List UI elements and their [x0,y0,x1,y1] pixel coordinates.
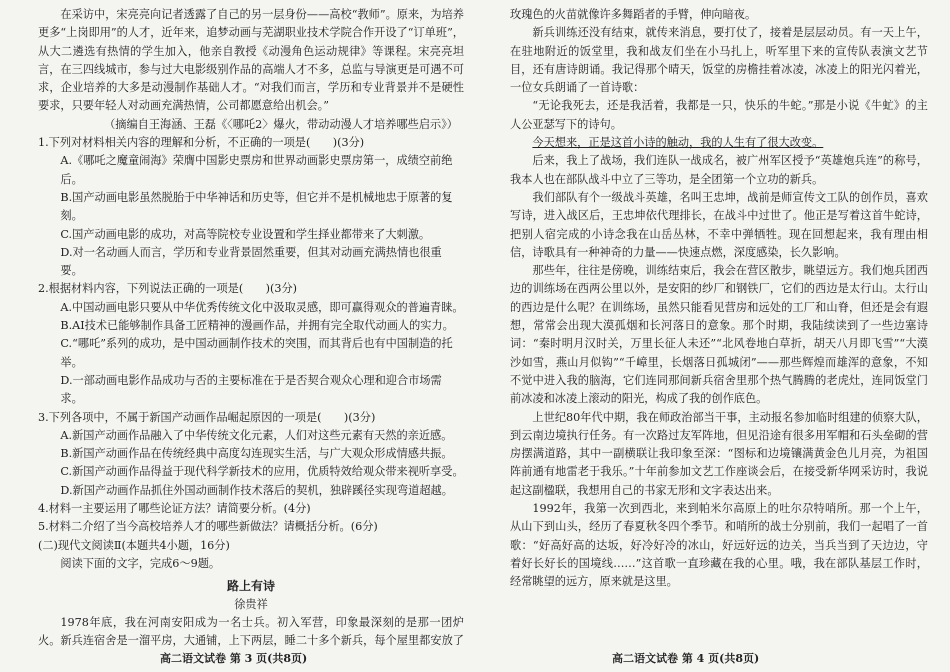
question-3-option-b: B.新国产动画作品在传统经典中高度勾连现实生活，与广大观众形成情感共振。 [60,447,453,461]
question-1-option-a: A.《哪吒之魔童闹海》荣膺中国影史票房和世界动画影史票房第一，成绩空前绝后。 [60,154,453,186]
article-title: 路上有诗 [226,579,275,594]
reading-material-paragraph: 在采访中，宋亮亮向记者透露了自己的另一层身份——高校“教师”。原来，为培养更多“上岗即用”的人才，近年来，追梦动画与芜湖职业技术学院合作开设了“订单班”，从大二遴选有热情的学生加入，他亲自教授《动漫角色运动规律》等课程。宋亮亮坦言，在三四线城市，参与过大电影级别作品的高端人才不多，总监与导演更是可遇不可求，企业培养的大多是动漫制作基础人才。“对我们而言，学历和专业背景并不是硬性要求，只要年轻人对动画充满热情，公司都愿意给出机会。” [38,8,464,113]
question-3-stem: 3.下列各项中，不属于新国产动画作品崛起原因的一项是( )(3分) [38,410,376,424]
story-paragraph: 我们部队有个一级战斗英雄，名叫王忠坤，战前是师宣传文工队的创作员，喜欢写诗，进入战区后，王忠坤依代理排长，在战斗中过世了。他正是写着这首牛蛇诗，把别人宿完成的小诗念我在山岳丛林，不幸中弹牺牲。现在回想起来，我有理由相信，诗歌具有一种神奇的力量——快速点燃，深度感染，长久影响。 [510,190,928,259]
question-3-option-a: A.新国产动画作品融入了中华传统文化元素，人们对这些元素有天然的亲近感。 [60,428,453,442]
question-3-option-c: C.新国产动画作品得益于现代科学新技术的应用，优质特效给观众带来视听享受。 [60,465,464,479]
story-paragraph: 那些年，往往是傍晚，训练结束后，我会在营区散步，眺望远方。我们炮兵团西边的训练场在西两公里以外，是安阳的纱厂和钢铁厂，它们的西边是太行山。太行山的西边是什么呢？在训练场，虽然只能看见营房和远处的工厂和山脊，但还是会有遐想，常常会出现大漠孤烟和长河落日的意象。那个时期，我陆续读到了一些边塞诗词：“秦时明月汉时关，万里长征人未还”“北风卷地白草折，胡天八月即飞雪”“大漠沙如雪，燕山月似钩”“千嶂里，长烟落日孤城闭”——那些辉煌而雄浑的意象，不知不觉中进入我的脑海，它们连同那间新兵宿舍里那个热气腾腾的老虎灶，连同饭堂门前冰凌和冰凌上滚动的阳光，构成了我的创作底色。 [510,264,928,406]
question-5: 5.材料二介绍了当今高校培养人才的哪些新做法？请概括分析。(6分) [38,520,378,534]
question-2-option-b: B.AI技术已能够制作具备工匠精神的漫画作品，并拥有完全取代动画人的实力。 [60,319,454,333]
story-paragraph: 后来，我上了战场，我们连队一战成名，被广州军区授予“英雄炮兵连”的称号，我本人也在部队战斗中立了三等功，是全团第一个立功的新兵。 [510,154,928,186]
page-footer-4: 高二语文试卷 第 4 页(共8页) [612,652,760,665]
article-author: 徐贵祥 [234,597,268,611]
story-paragraph: “无论我死去，还是我活着，我都是一只，快乐的牛蛇。”那是小说《牛虻》的主人公亚瑟写下的诗句。 [510,99,928,131]
question-1-option-b: B.国产动画电影虽然脱胎于中华神话和历史等，但它并不是机械地忠于原著的复刻。 [60,190,453,223]
page-footer-3: 高二语文试卷 第 3 页(共8页) [160,652,308,665]
question-1-option-c: C.国产动画电影的成功，对高等院校专业设置和学生择业都带来了大刺激。 [60,227,431,241]
question-2-option-d: D.一部动画电影作品成功与否的主要标准在于是否契合观众心理和迎合市场需求。 [60,373,442,406]
page-3-column [38,6,464,652]
question-3-option-d: D.新国产动画作品抓住外国动画制作技术落后的契机，独辟蹊径实现弯道超越。 [60,483,453,497]
story-paragraph: 上世纪80年代中期，我在师政治部当干事，主动报名参加临时组建的侦察大队，到云南边境执行任务。有一次路过友军阵地，但见沿途有很多用军帽和石头垒砌的营房摆满道路，其中一副横联让我印象至深：“图标和边境镶满黄金色儿月亮，为祖国阵前通有地雷老于我乐。”十年前参加文艺工作座谈会后，在接受新华网采访时，我说起这副楹联，我想用自己的书家无形和文字表达出来。 [510,410,928,497]
question-1-stem: 1.下列对材料相关内容的理解和分析，不正确的一项是( )(3分) [38,136,365,150]
question-1-option-d: D.对一名动画人而言，学历和专业背景固然重要，但其对动画充满热情也很重要。 [60,245,442,278]
story-paragraph: 新兵训练还没有结束，就传来消息，要打仗了，接着是层层动员。有一天上午，在驻地附近的饭堂里，我和战友们坐在小马扎上，听军里下来的宣传队表演文艺节目，还有唐诗朗诵。我记得那个晴天，饭堂的房檐挂着冰凌，冰凌上的阳光闪着光，一位女兵朗诵了一首诗歌： [510,26,928,95]
page-4-column [510,6,928,652]
underlined-sentence-paragraph [510,134,928,152]
reading-instruction: 阅读下面的文字，完成6～9题。 [60,556,221,570]
section-heading: (二)现代文阅读Ⅱ(本题共4小题，16分) [38,538,230,552]
story-continuation: 玫瑰色的火苗就像许多舞蹈者的手臂，伸向暗夜。 [510,8,757,21]
story-paragraph: 1978年底，我在河南安阳成为一名士兵。初入军营，印象最深刻的是那一团炉火。新兵连宿舍是一溜平房，大通铺，上下两层，睡二十多个新兵，每个屋里都安放了 [38,615,464,648]
question-2-option-c: C.“哪吒”系列的成功，是中国动画制作技术的突围，而其背后也有中国制造的托举。 [60,337,453,369]
question-4: 4.材料一主要运用了哪些论证方法？请简要分析。(4分) [38,502,311,516]
story-paragraph: 1992年，我第一次到西北，来到帕米尔高原上的吐尔尕特哨所。那一个上午，从山下到山头，经历了春夏秋冬四个季节。和哨所的战士分别前，我们一起唱了一首歌：“好高好高的达坂，好冷好冷的冰山，好远好远的边关，当兵当到了天边边，守着好长好长的国境线……”这首歌一直珍藏在我的心里。哦，我在部队基层工作时，经常眺望的远方，原来就是这里。 [510,502,928,589]
source-citation: （摘编自王海涵、王磊《〈哪吒2〉爆火，带动动漫人才培养哪些启示》） [104,117,458,131]
question-2-option-a: A.中国动画电影只要从中华优秀传统文化中汲取灵感，即可赢得观众的普遍青睐。 [60,300,464,314]
underlined-sentence: 今天想来，正是这首小诗的触动，我的人生有了很大改变。 [532,136,824,150]
question-2-stem: 2.根据材料内容，下列说法正确的一项是( )(3分) [38,282,298,296]
